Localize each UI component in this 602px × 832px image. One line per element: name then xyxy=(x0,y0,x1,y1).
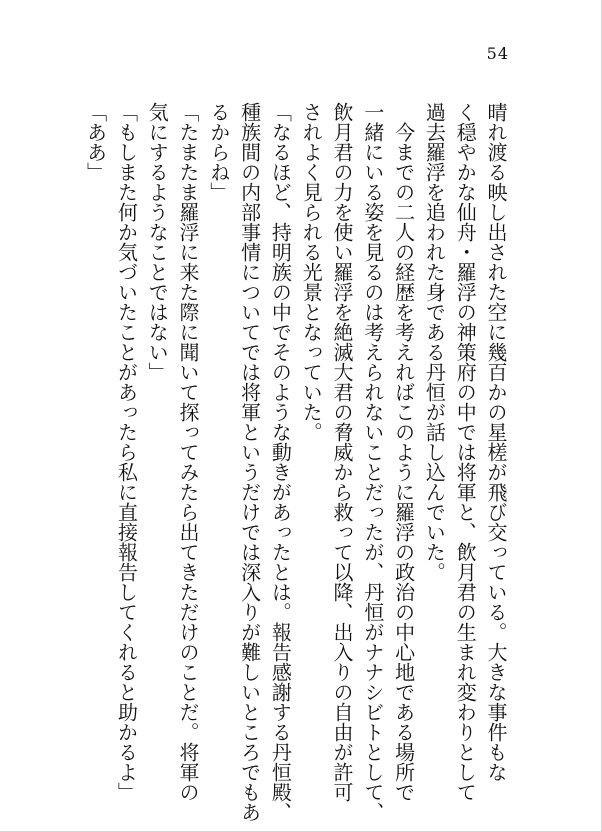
text-line: 過去羅浮を追われた身である丹恒が話し込んでいた。 xyxy=(422,102,447,582)
text-line: 飲月君の力を使い羅浮を絶滅大君の脅威から救って以降、出入りの自由が許可 xyxy=(330,102,355,802)
text-line: 今までの二人の経歴を考えればこのように羅浮の政治の中心地である場所で xyxy=(391,102,416,802)
text-line: されよく見られる光景となっていた。 xyxy=(299,102,324,442)
vertical-text-body xyxy=(83,102,511,822)
text-line: 「たまたま羅浮に来た際に聞いて探ってみたら出てきただけのことだ。将軍の xyxy=(176,102,201,802)
text-line: 種族間の内部事情についてでは将軍というだけでは深入りが難しいところでもあ xyxy=(237,102,262,822)
text-line: 「もしまた何か気づいたことがあったら私に直接報告してくれると助かるよ」 xyxy=(114,102,139,802)
page-number: 54 xyxy=(486,44,509,63)
text-line: 一緒にいる姿を見るのは考えられないことだったが、丹恒がナナシビトとして、 xyxy=(360,102,385,822)
text-line: 気にするようなことではない」 xyxy=(145,102,170,382)
text-line: く穏やかな仙舟・羅浮の神策府の中では将軍と、飲月君の生まれ変わりとして xyxy=(453,102,478,802)
text-line: 晴れ渡る映し出された空に幾百かの星槎が飛び交っている。大きな事件もな xyxy=(484,102,508,782)
text-line: るからね」 xyxy=(206,102,231,202)
text-line: 「なるほど、持明族の中でそのような動きがあったとは。報告感謝する丹恒殿、 xyxy=(268,102,293,822)
text-line: 「ああ」 xyxy=(83,102,108,182)
